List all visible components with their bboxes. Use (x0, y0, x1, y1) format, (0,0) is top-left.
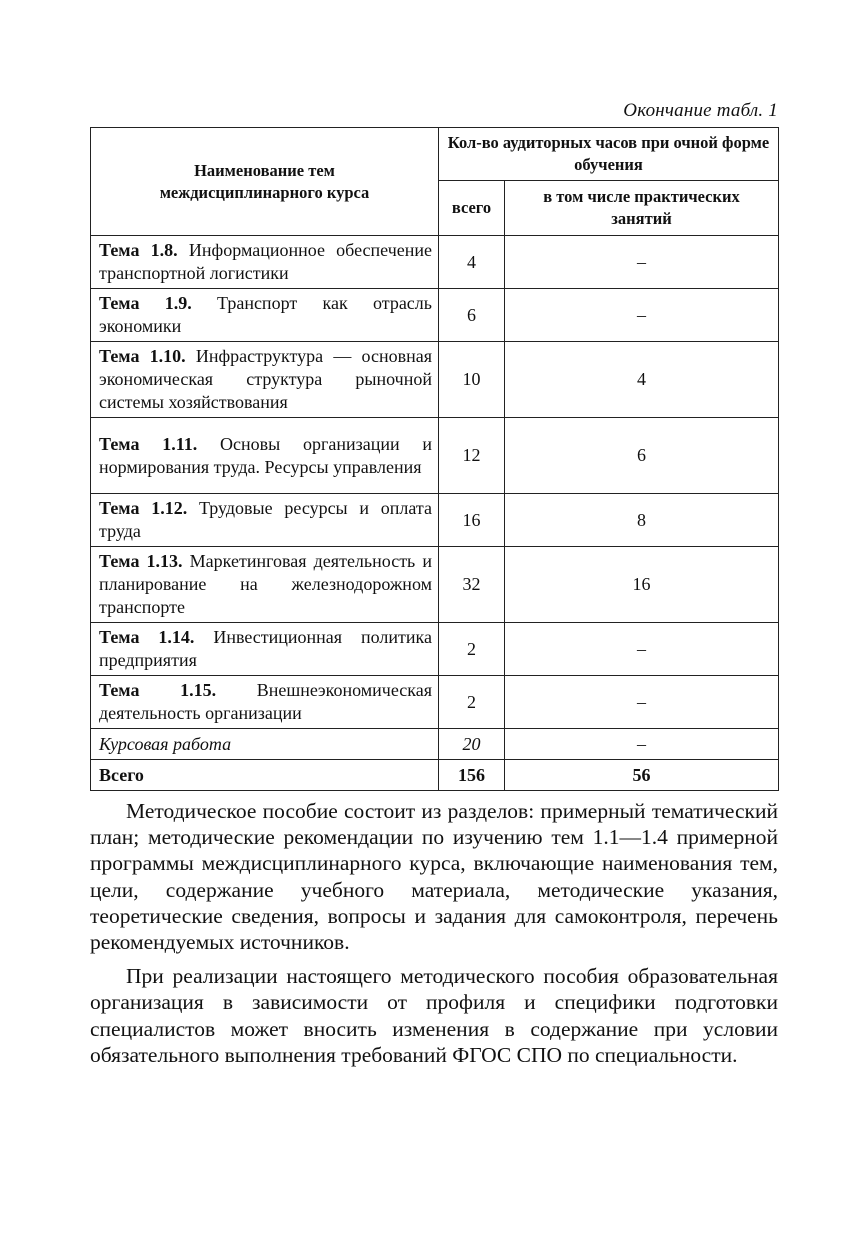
paragraph: Методическое пособие состоит из разделов: примерный тематический план; методические рекомендации по изучению тем 1.1—1.4 примерной программы междисциплинарного курса, включающие наименования тем, цели, содержание учебного материала, методические указания, теоретические сведения, вопросы и задания для самоконтроля, перечень рекомендуемых источников. (90, 799, 778, 955)
coursework-label: Курсовая работа (91, 729, 439, 760)
total-hours-cell: 16 (439, 494, 505, 547)
topic-title: Трудовые ресурсы и оплата труда (99, 498, 432, 541)
header-hours-group: Кол-во аудиторных часов при очной форме обучения (439, 128, 779, 181)
topic-cell (91, 289, 439, 342)
topic-label: Тема 1.14. (99, 627, 195, 647)
table-row (91, 547, 779, 623)
topic-label: Тема 1.12. (99, 498, 188, 518)
topic-title: Транспорт как отрасль экономики (99, 293, 432, 336)
table-row (91, 289, 779, 342)
total-hours-cell: 6 (439, 289, 505, 342)
table-row (91, 236, 779, 289)
table-caption: Окончание табл. 1 (623, 100, 778, 121)
topic-cell (91, 418, 439, 494)
practice-hours-cell: – (505, 236, 779, 289)
practice-hours-cell: 6 (505, 418, 779, 494)
topic-cell (91, 342, 439, 418)
total-hours-cell: 2 (439, 623, 505, 676)
total-hours-cell: 12 (439, 418, 505, 494)
total-hours-cell: 2 (439, 676, 505, 729)
practice-hours-cell: – (505, 289, 779, 342)
topic-label: Тема 1.8. (99, 240, 178, 260)
header-total: всего (439, 181, 505, 236)
grand-total-practice: 56 (505, 760, 779, 791)
table-row (91, 342, 779, 418)
practice-hours-cell: – (505, 623, 779, 676)
topic-cell (91, 236, 439, 289)
header-practice: в том числе практических занятий (505, 181, 779, 236)
topic-label: Тема 1.9. (99, 293, 192, 313)
topic-cell (91, 547, 439, 623)
practice-hours-cell: – (505, 676, 779, 729)
coursework-practice: – (505, 729, 779, 760)
topic-title: Маркетинговая деятельность и планирование на железнодорожном транспорте (99, 551, 433, 617)
total-hours-cell: 10 (439, 342, 505, 418)
body-text (90, 798, 778, 1076)
practice-hours-cell: 16 (505, 547, 779, 623)
practice-hours-cell: 8 (505, 494, 779, 547)
topic-label: Тема 1.15. (99, 680, 217, 700)
practice-hours-cell: 4 (505, 342, 779, 418)
table-row (91, 676, 779, 729)
topic-title: Инвестиционная политика предприятия (99, 627, 432, 670)
coursework-row (91, 729, 779, 760)
total-row (91, 760, 779, 791)
paragraph: При реализации настоящего методического пособия образовательная организация в зависимости от профиля и специфики подготовки специалистов может вносить изменения в содержание при условии обязательного выполнения требований ФГОС СПО по специальности. (90, 964, 778, 1067)
topic-title: Основы организации и нормирования труда. Ресурсы управления (99, 433, 432, 477)
grand-total-label: Всего (91, 760, 439, 791)
coursework-total: 20 (439, 729, 505, 760)
topic-label: Тема 1.13. (99, 551, 183, 571)
topic-title: Внешнеэкономическая деятельность организации (99, 680, 432, 723)
topics-table (90, 127, 779, 791)
header-topic: Наименование тем междисциплинарного курса (91, 128, 439, 236)
grand-total-hours: 156 (439, 760, 505, 791)
table-row (91, 418, 779, 494)
topic-cell (91, 623, 439, 676)
topic-label: Тема 1.10. (99, 346, 186, 366)
topic-cell (91, 676, 439, 729)
topic-cell (91, 494, 439, 547)
table-row (91, 494, 779, 547)
table-body (91, 236, 779, 791)
topic-title: Инфраструктура — основная экономическая структура рыночной системы хозяйствования (99, 346, 433, 412)
total-hours-cell: 4 (439, 236, 505, 289)
table-row (91, 623, 779, 676)
topic-label: Тема 1.11. (99, 433, 198, 454)
topic-title: Информационное обеспечение транспортной логистики (99, 240, 432, 283)
total-hours-cell: 32 (439, 547, 505, 623)
